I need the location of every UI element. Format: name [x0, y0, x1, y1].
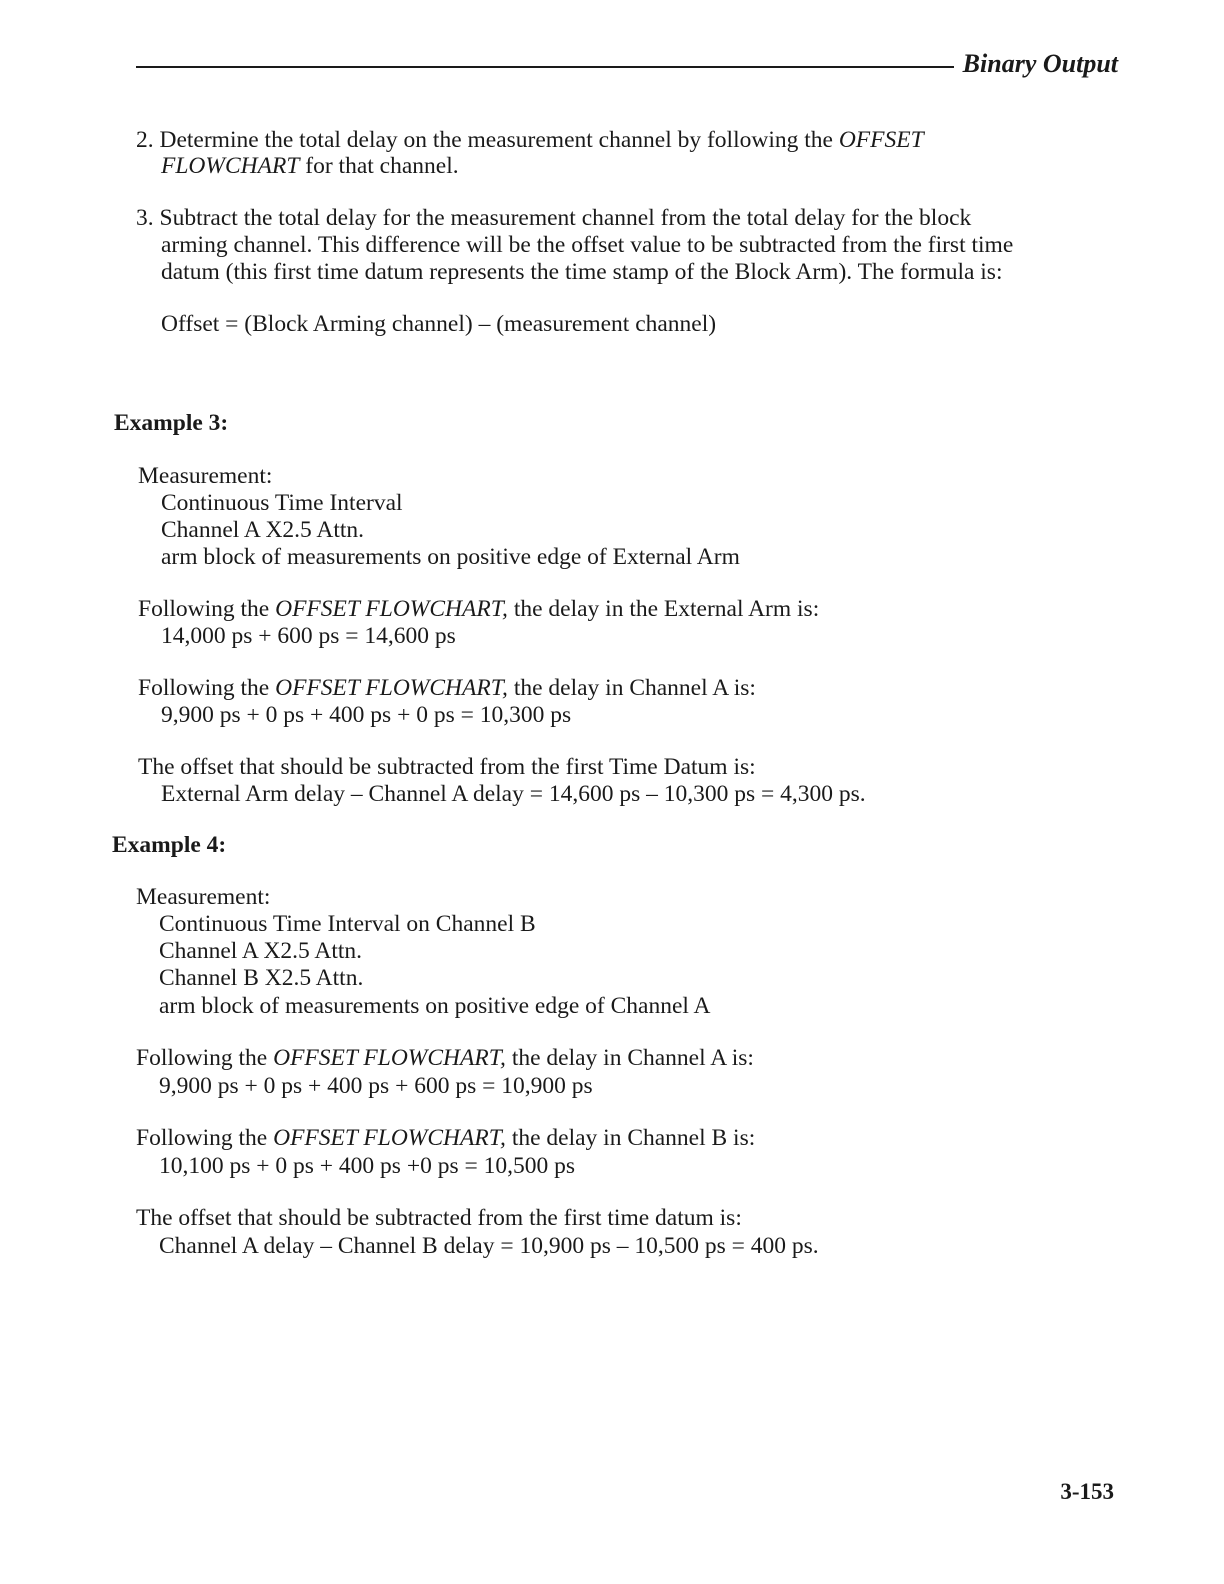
- step-text-italic: FLOWCHART: [161, 153, 300, 179]
- running-header-title: Binary Output: [962, 49, 1118, 78]
- measurement-line: arm block of measurements on positive edge of Channel A: [159, 993, 711, 1019]
- step-text-italic: OFFSET: [838, 127, 924, 153]
- delay-calculation: 14,000 ps + 600 ps = 14,600 ps: [161, 623, 456, 649]
- delay-text: Following the: [138, 675, 276, 701]
- measurement-line: Continuous Time Interval: [161, 490, 403, 516]
- delay-statement: [138, 595, 819, 623]
- measurement-line: Channel B X2.5 Attn.: [159, 965, 364, 991]
- step-text: for that channel.: [299, 153, 459, 179]
- measurement-line: Continuous Time Interval on Channel B: [159, 911, 536, 937]
- delay-calculation: 9,900 ps + 0 ps + 400 ps + 0 ps = 10,300 ps: [161, 702, 572, 728]
- example-3-heading: Example 3:: [114, 410, 229, 436]
- offset-formula: Offset = (Block Arming channel) – (measurement channel): [161, 311, 717, 337]
- step-3-line-3: datum (this first time datum represents the time stamp of the Block Arm). The formula is:: [161, 259, 1003, 285]
- step-text: Determine the total delay on the measurement channel by following the: [159, 127, 839, 153]
- delay-text: Following the: [136, 1045, 274, 1071]
- step-2-line-2: [161, 152, 459, 180]
- step-2-line-1: [136, 126, 924, 154]
- measurement-line: Channel A X2.5 Attn.: [161, 517, 365, 543]
- delay-calculation: 10,100 ps + 0 ps + 400 ps +0 ps = 10,500 ps: [159, 1153, 575, 1179]
- step-number: 2.: [136, 127, 154, 153]
- delay-text: the delay in Channel A is:: [507, 675, 756, 701]
- delay-calculation: 9,900 ps + 0 ps + 400 ps + 600 ps = 10,900 ps: [159, 1073, 593, 1099]
- measurement-label: Measurement:: [138, 463, 273, 489]
- offset-calculation: Channel A delay – Channel B delay = 10,900 ps – 10,500 ps = 400 ps.: [159, 1233, 819, 1259]
- delay-text: the delay in Channel B is:: [505, 1125, 756, 1151]
- header-rule: [136, 66, 954, 68]
- measurement-line: Channel A X2.5 Attn.: [159, 938, 363, 964]
- delay-text: the delay in the External Arm is:: [507, 596, 820, 622]
- offset-intro: The offset that should be subtracted from the first time datum is:: [136, 1205, 742, 1231]
- flowchart-reference: OFFSET FLOWCHART,: [273, 1045, 506, 1071]
- step-number: 3.: [136, 205, 154, 231]
- step-3-line-2: arming channel. This difference will be the offset value to be subtracted from the first time: [161, 232, 1014, 258]
- measurement-label: Measurement:: [136, 884, 271, 910]
- delay-text: Following the: [136, 1125, 274, 1151]
- flowchart-reference: OFFSET FLOWCHART,: [275, 596, 508, 622]
- delay-statement: [136, 1124, 755, 1152]
- delay-statement: [138, 674, 756, 702]
- delay-text: the delay in Channel A is:: [505, 1045, 754, 1071]
- step-3-line-1: [136, 204, 971, 232]
- delay-statement: [136, 1044, 754, 1072]
- delay-text: Following the: [138, 596, 276, 622]
- step-text: Subtract the total delay for the measurement channel from the total delay for the block: [159, 205, 972, 231]
- page-number: 3-153: [1060, 1479, 1114, 1504]
- flowchart-reference: OFFSET FLOWCHART,: [273, 1125, 506, 1151]
- measurement-line: arm block of measurements on positive edge of External Arm: [161, 544, 740, 570]
- offset-intro: The offset that should be subtracted from the first Time Datum is:: [138, 754, 756, 780]
- example-4-heading: Example 4:: [112, 832, 227, 858]
- offset-calculation: External Arm delay – Channel A delay = 14,600 ps – 10,300 ps = 4,300 ps.: [161, 781, 866, 807]
- flowchart-reference: OFFSET FLOWCHART,: [275, 675, 508, 701]
